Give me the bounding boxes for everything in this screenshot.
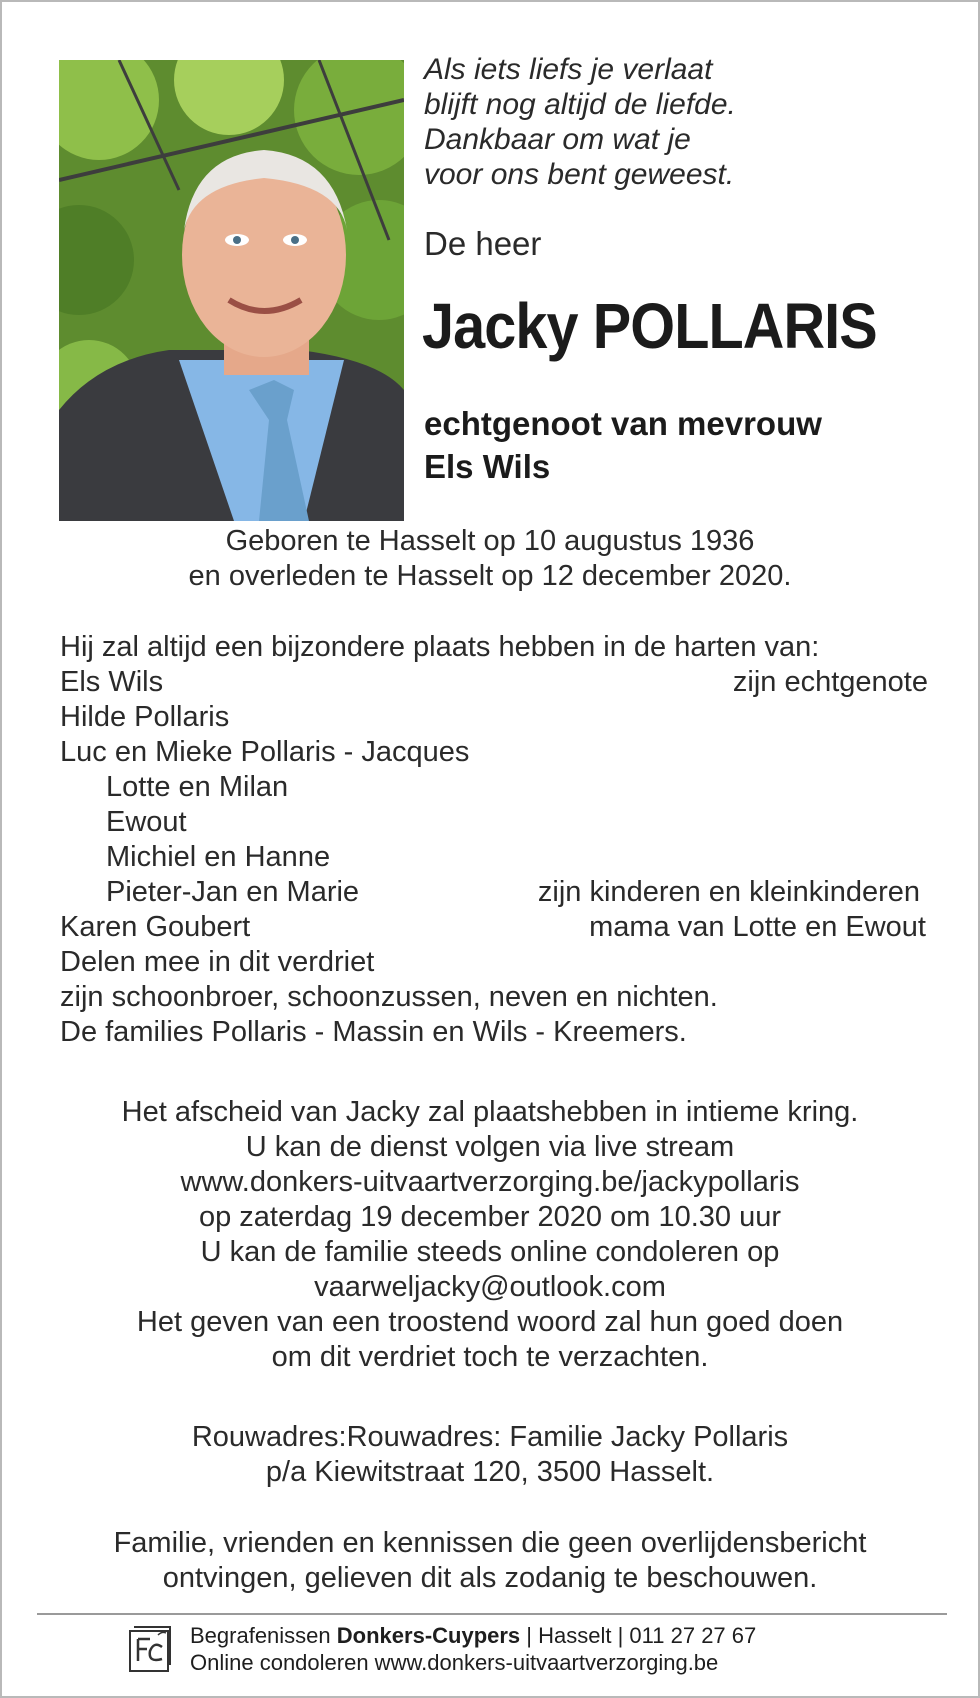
- family-member: Pieter-Jan en Marie: [106, 876, 360, 908]
- poem-line: Dankbaar om wat je: [424, 123, 691, 156]
- footer-prefix: Begrafenissen: [190, 1623, 331, 1648]
- poem: [424, 52, 944, 192]
- family-member: Els Wils: [60, 666, 164, 698]
- family-list: [60, 630, 928, 1050]
- poem-line: voor ons bent geweest.: [424, 158, 735, 191]
- footer-line-1: [190, 1622, 756, 1649]
- family-row: [60, 875, 928, 910]
- family-relation: zijn kinderen en kleinkinderen: [537, 876, 920, 908]
- family-intro: [60, 630, 928, 665]
- logo-icon: [128, 1625, 172, 1673]
- portrait-photo: [59, 60, 404, 521]
- family-row: [60, 980, 928, 1015]
- family-row: [60, 735, 928, 770]
- family-intro-text: Hij zal altijd een bijzondere plaats hebben in de harten van:: [60, 631, 820, 663]
- notice: [2, 1526, 978, 1596]
- footer-brand: Donkers-Cuypers: [336, 1623, 521, 1648]
- notice-line: Familie, vrienden en kennissen die geen overlijdensbericht: [113, 1527, 867, 1559]
- condolence-email[interactable]: vaarweljacky@outlook.com: [314, 1271, 666, 1303]
- family-member: Hilde Pollaris: [60, 701, 230, 733]
- poem-line: blijft nog altijd de liefde.: [424, 88, 736, 121]
- family-member: Karen Goubert: [60, 911, 251, 943]
- family-row: [60, 910, 928, 945]
- farewell-line: Het geven van een troostend woord zal hun goed doen: [136, 1306, 844, 1338]
- family-relation: mama van Lotte en Ewout: [589, 911, 926, 943]
- farewell-line: Het afscheid van Jacky zal plaatshebben in intieme kring.: [121, 1096, 859, 1128]
- farewell-line: op zaterdag 19 december 2020 om 10.30 uur: [198, 1201, 781, 1233]
- family-member: Ewout: [106, 806, 187, 838]
- footer-line-2[interactable]: Online condoleren www.donkers-uitvaartverzorging.be: [190, 1650, 719, 1675]
- farewell-info: [2, 1095, 978, 1375]
- spouse-name: Els Wils: [424, 448, 551, 485]
- spouse-line: echtgenoot van mevrouw: [424, 405, 822, 442]
- poem-line: Als iets liefs je verlaat: [424, 53, 713, 86]
- portrait-photo-icon: [59, 60, 404, 521]
- family-member: Luc en Mieke Pollaris - Jacques: [60, 736, 470, 768]
- family-member: Michiel en Hanne: [106, 841, 331, 873]
- deceased-name: Jacky POLLARIS: [422, 290, 877, 362]
- family-row: [60, 1015, 928, 1050]
- family-row: [60, 945, 928, 980]
- notice-line: ontvingen, gelieven dit als zodanig te beschouwen.: [162, 1562, 818, 1594]
- family-member: Delen mee in dit verdriet: [60, 946, 375, 978]
- family-row: [60, 700, 928, 735]
- death-line: en overleden te Hasselt op 12 december 2020.: [188, 560, 792, 592]
- family-member: De families Pollaris - Massin en Wils - Kreemers.: [60, 1016, 687, 1048]
- family-member: Lotte en Milan: [106, 771, 289, 803]
- family-row: [60, 770, 928, 805]
- mourning-address: [2, 1420, 978, 1490]
- spouse-info: [424, 402, 822, 488]
- stream-url[interactable]: www.donkers-uitvaartverzorging.be/jackypollaris: [180, 1166, 800, 1198]
- footer-divider: [37, 1613, 947, 1615]
- family-member: zijn schoonbroer, schoonzussen, neven en nichten.: [60, 981, 718, 1013]
- funeral-home-logo: [128, 1625, 172, 1673]
- farewell-line: U kan de familie steeds online condoleren op: [200, 1236, 780, 1268]
- address-line: Rouwadres:Rouwadres: Familie Jacky Pollaris: [191, 1421, 789, 1453]
- address-line: p/a Kiewitstraat 120, 3500 Hasselt.: [265, 1456, 715, 1488]
- family-row: [60, 805, 928, 840]
- farewell-line: om dit verdriet toch te verzachten.: [271, 1341, 709, 1373]
- birth-death-info: [2, 524, 978, 594]
- salutation: De heer: [424, 225, 542, 262]
- family-relation: zijn echtgenote: [732, 666, 928, 698]
- farewell-line: U kan de dienst volgen via live stream: [245, 1131, 735, 1163]
- footer-contact-details: | Hasselt | 011 27 27 67: [526, 1623, 757, 1648]
- family-row: [60, 665, 928, 700]
- footer-contact: [190, 1622, 756, 1676]
- family-row: [60, 840, 928, 875]
- birth-line: Geboren te Hasselt op 10 augustus 1936: [225, 525, 755, 557]
